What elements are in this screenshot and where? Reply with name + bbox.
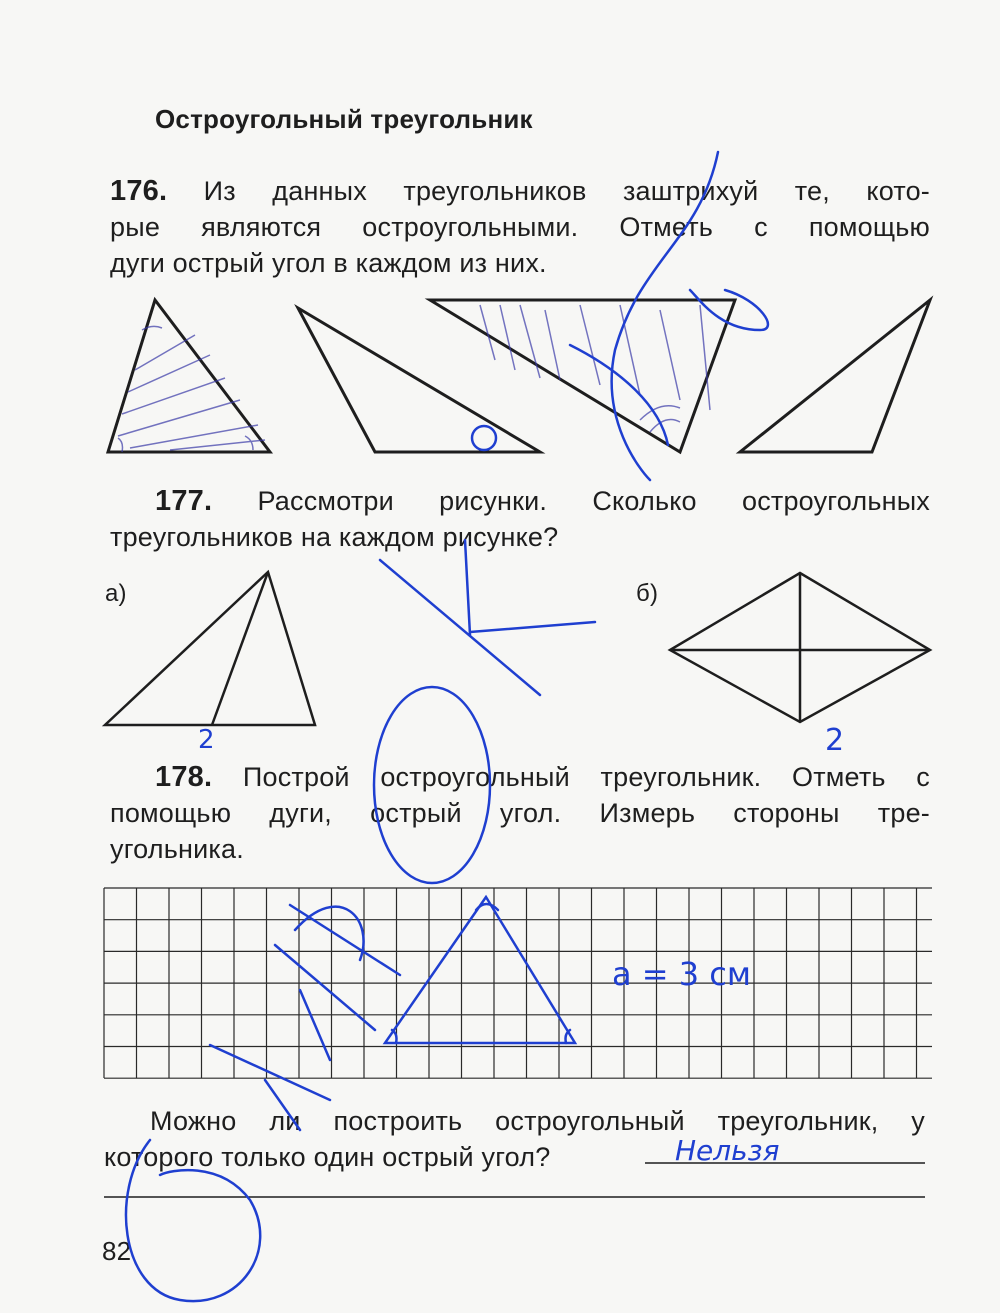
page-number: 82 <box>102 1236 132 1266</box>
ex176-line2: рые являются остроугольными. Отметь с помощью <box>110 212 930 242</box>
ex177-number: 177. <box>155 485 213 517</box>
question-line2: которого только один острый угол? <box>104 1142 551 1172</box>
ex178-number: 178. <box>155 761 213 793</box>
pen-strokes-178 <box>210 905 400 1130</box>
ex177-line2: треугольников на каждом рисунке? <box>110 522 559 552</box>
figure-a-cevian <box>212 572 268 725</box>
section-title: Остроугольный треугольник <box>155 104 533 134</box>
question-line1: Можно ли построить остроугольный треугольник, у <box>150 1106 925 1136</box>
pen-ellipse <box>374 687 490 883</box>
pen-loop-bottom <box>126 1140 260 1301</box>
ex178-text-1: Построй остроугольный треугольник. Отметь с <box>242 762 931 792</box>
triangle-b <box>298 308 540 452</box>
ex176-text-1: Из данных треугольников заштрихуй те, кото- <box>203 176 930 206</box>
ex176-number: 176. <box>110 175 168 207</box>
pen-arc-right-178 <box>566 1030 571 1043</box>
ex178-line3: угольника. <box>110 834 244 864</box>
ex177-text-1: Рассмотри рисунки. Сколько остроугольных <box>257 486 931 516</box>
answer-177a: 2 <box>198 725 215 755</box>
ex177-label-a: а) <box>105 580 127 607</box>
answer-177b: 2 <box>825 723 845 758</box>
ex178-line2: помощью дуги, острый угол. Измерь стороны тре- <box>110 798 930 828</box>
pen-arc-left-178 <box>392 1030 397 1043</box>
triangle-a <box>108 300 270 452</box>
ex178-grid <box>104 888 932 1078</box>
pen-marks <box>126 152 768 1301</box>
ex176-line3: дуги острый угол в каждом из них. <box>110 248 547 278</box>
question-answer: Нельзя <box>675 1134 780 1167</box>
pen-triangle-178 <box>385 897 575 1043</box>
measurement-178: a = 3 см <box>612 955 752 993</box>
pen-lines-177 <box>380 540 595 695</box>
figure-a-outer <box>105 572 315 725</box>
pen-scribble-top <box>612 152 768 480</box>
pen-circle-small <box>472 426 496 450</box>
ex177-label-b: б) <box>636 580 659 607</box>
ex177-figures <box>105 572 930 725</box>
